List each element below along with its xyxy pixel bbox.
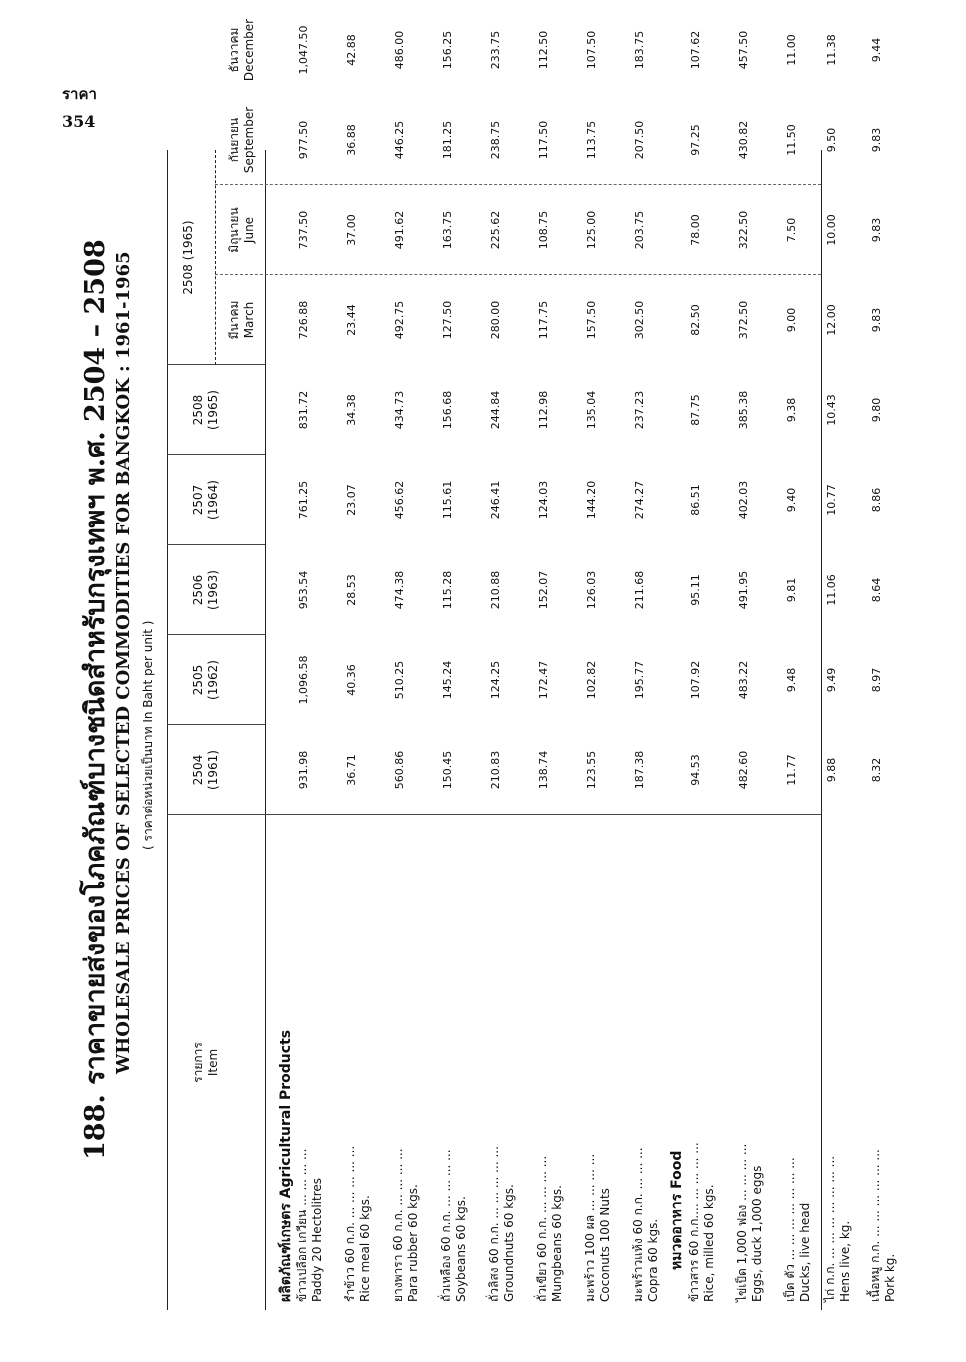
table-cell: 207.50 xyxy=(633,120,646,160)
row-label xyxy=(868,1149,898,1302)
table-cell: 113.75 xyxy=(585,120,598,160)
row-label-english: Ducks, live head xyxy=(798,1202,812,1302)
table-cell: 322.50 xyxy=(737,210,750,250)
table-cell: 953.54 xyxy=(297,570,310,610)
table-cell: 9.00 xyxy=(785,307,798,333)
table-cell: 225.62 xyxy=(489,210,502,250)
group-label-food: หมวดอาหาร Food xyxy=(669,1150,685,1270)
table-cell: 560.86 xyxy=(393,750,406,790)
table-cell: 244.84 xyxy=(489,390,502,430)
table-cell: 23.44 xyxy=(345,304,358,336)
table-cell: 150.45 xyxy=(441,750,454,790)
table-cell: 135.04 xyxy=(585,390,598,430)
row-label xyxy=(583,1154,613,1302)
table-cell: 9.49 xyxy=(825,667,838,693)
month-header-june: มิถุนายน June xyxy=(227,207,256,253)
row-label-english: Copra 60 kgs. xyxy=(646,1218,660,1302)
table-cell: 482.60 xyxy=(737,750,750,790)
table-cell: 8.32 xyxy=(870,757,883,783)
table-cell: 37.00 xyxy=(345,214,358,246)
table-cell: 9.38 xyxy=(785,397,798,423)
table-cell: 183.75 xyxy=(633,30,646,70)
row-label xyxy=(439,1149,469,1302)
row-label-english: Groundnuts 60 kgs. xyxy=(502,1184,516,1302)
row-label-thai: ข้าวสาร 60 ก.ก.... ... ... ... ... xyxy=(687,1142,701,1302)
group-label-agricultural: ผลิตภัณฑ์เกษตร Agricultural Products xyxy=(278,1029,294,1302)
table-cell: 7.50 xyxy=(785,217,798,243)
row-label-thai: ถั่วเหลือง 60 ก.ก. ... ... ... ... xyxy=(439,1149,453,1302)
table-cell: 10.00 xyxy=(825,214,838,246)
table-cell: 115.28 xyxy=(441,570,454,610)
row-label-english: Hens live, kg. xyxy=(838,1220,852,1302)
table-cell: 492.75 xyxy=(393,300,406,340)
table-cell: 8.64 xyxy=(870,577,883,603)
rotated-table-page xyxy=(63,18,897,1310)
table-cell: 474.38 xyxy=(393,570,406,610)
row-label xyxy=(783,1157,813,1302)
table-cell: 172.47 xyxy=(537,660,550,700)
table-title-thai: 188. ราคาขายส่งของโภคภัณฑ์บางชนิดสำหรับกรุงเทพฯ พ.ศ. 2504 – 2508 xyxy=(80,239,111,1160)
table-cell: 210.83 xyxy=(489,750,502,790)
table-cell: 11.38 xyxy=(825,34,838,66)
table-cell: 124.03 xyxy=(537,480,550,520)
table-cell: 211.68 xyxy=(633,570,646,610)
table-cell: 761.25 xyxy=(297,480,310,520)
table-cell: 434.73 xyxy=(393,390,406,430)
item-column-header: รายการ Item xyxy=(191,1042,220,1083)
row-label xyxy=(823,1156,853,1302)
table-cell: 237.23 xyxy=(633,390,646,430)
table-cell: 9.81 xyxy=(785,577,798,603)
table-cell: 36.71 xyxy=(345,754,358,786)
table-title-english: WHOLESALE PRICES OF SELECTED COMMODITIES FOR BANGKOK : 1961-1965 xyxy=(113,251,134,1074)
table-cell: 108.75 xyxy=(537,210,550,250)
table-cell: 94.53 xyxy=(689,754,702,786)
table-cell: 23.07 xyxy=(345,484,358,516)
row-label-thai: มะพร้าว 100 ผล ... ... ... ... xyxy=(583,1153,597,1302)
year-header-1961: 2504 (1961) xyxy=(191,750,220,790)
row-label-thai: ข้าวเปลือก เกวียน ... ... ... ... xyxy=(295,1148,309,1302)
year-header-1964: 2507 (1964) xyxy=(191,480,220,520)
table-cell: 107.62 xyxy=(689,30,702,70)
table-cell: 446.25 xyxy=(393,120,406,160)
table-cell: 144.20 xyxy=(585,480,598,520)
group-header-1965: 2508 (1965) xyxy=(181,220,195,295)
table-cell: 12.00 xyxy=(825,304,838,336)
table-cell: 138.74 xyxy=(537,750,550,790)
table-cell: 274.27 xyxy=(633,480,646,520)
table-cell: 726.88 xyxy=(297,300,310,340)
table-cell: 9.88 xyxy=(825,757,838,783)
table-cell: 9.48 xyxy=(785,667,798,693)
row-label-thai: ยางพารา 60 ก.ก. ... ... ... ... xyxy=(391,1148,405,1302)
year-header-1962: 2505 (1962) xyxy=(191,660,220,700)
table-cell: 95.11 xyxy=(689,574,702,606)
table-cell: 157.50 xyxy=(585,300,598,340)
row-label-english: Rice meal 60 kgs. xyxy=(358,1195,372,1302)
month-header-september: กันยายน September xyxy=(227,106,256,174)
table-cell: 831.72 xyxy=(297,390,310,430)
table-cell: 117.50 xyxy=(537,120,550,160)
year-header-1965: 2508 (1965) xyxy=(191,390,220,430)
row-label-thai: เนื้อหมู ก.ก. ... ... ... ... ... ... xyxy=(868,1149,882,1302)
table-cell: 302.50 xyxy=(633,300,646,340)
table-cell: 510.25 xyxy=(393,660,406,700)
row-label-thai: เป็ด ตัว ... ... ... ... ... ... ... xyxy=(783,1157,797,1302)
row-label xyxy=(735,1144,765,1302)
table-cell: 8.97 xyxy=(870,667,883,693)
table-cell: 977.50 xyxy=(297,120,310,160)
table-cell: 491.62 xyxy=(393,210,406,250)
table-cell: 1,047.50 xyxy=(297,25,310,75)
table-cell: 491.95 xyxy=(737,570,750,610)
table-cell: 457.50 xyxy=(737,30,750,70)
row-label-english: Coconuts 100 Nuts xyxy=(598,1188,612,1302)
table-cell: 737.50 xyxy=(297,210,310,250)
table-cell: 11.50 xyxy=(785,124,798,156)
month-group-rule xyxy=(215,150,216,365)
table-cell: 86.51 xyxy=(689,484,702,516)
table-cell: 127.50 xyxy=(441,300,454,340)
table-cell: 125.00 xyxy=(585,210,598,250)
table-cell: 107.92 xyxy=(689,660,702,700)
table-cell: 117.75 xyxy=(537,300,550,340)
row-label-english: Para rubber 60 kgs. xyxy=(406,1184,420,1302)
row-label xyxy=(343,1146,373,1302)
unit-note: ( ราคาต่อหน่วยเป็นบาท In Baht per unit ) xyxy=(141,620,155,850)
table-cell: 36.88 xyxy=(345,124,358,156)
table-cell: 402.03 xyxy=(737,480,750,520)
table-cell: 87.75 xyxy=(689,394,702,426)
table-cell: 385.38 xyxy=(737,390,750,430)
table-cell: 126.03 xyxy=(585,570,598,610)
running-header-category: ราคา xyxy=(62,85,97,103)
table-cell: 195.77 xyxy=(633,660,646,700)
table-cell: 112.50 xyxy=(537,30,550,70)
table-cell: 145.24 xyxy=(441,660,454,700)
page-number: 354 xyxy=(62,112,96,131)
row-label-english: Paddy 20 Hectolitres xyxy=(310,1177,324,1302)
row-label-english: Pork kg. xyxy=(883,1253,897,1302)
table-cell: 28.53 xyxy=(345,574,358,606)
row-label xyxy=(631,1147,661,1302)
row-label xyxy=(391,1148,421,1302)
table-cell: 124.25 xyxy=(489,660,502,700)
table-cell: 486.00 xyxy=(393,30,406,70)
table-cell: 152.07 xyxy=(537,570,550,610)
table-cell: 181.25 xyxy=(441,120,454,160)
row-label-english: Rice, milled 60 kgs. xyxy=(702,1184,716,1302)
table-cell: 9.40 xyxy=(785,487,798,513)
table-cell: 931.98 xyxy=(297,750,310,790)
table-cell: 9.80 xyxy=(870,397,883,423)
row-label-english: Soybeans 60 kgs. xyxy=(454,1196,468,1302)
table-cell: 430.82 xyxy=(737,120,750,160)
row-label xyxy=(687,1142,717,1302)
table-cell: 10.43 xyxy=(825,394,838,426)
table-top-rule xyxy=(167,150,168,1310)
row-label-thai: ถั่วลิสง 60 ก.ก. ... ... ... ... ... xyxy=(487,1146,501,1302)
row-label-thai: ถั่วเขียว 60 ก.ก. ... ... ... ... xyxy=(535,1155,549,1302)
table-cell: 372.50 xyxy=(737,300,750,340)
table-cell: 107.50 xyxy=(585,30,598,70)
table-cell: 203.75 xyxy=(633,210,646,250)
table-cell: 10.77 xyxy=(825,484,838,516)
table-cell: 123.55 xyxy=(585,750,598,790)
table-cell: 11.06 xyxy=(825,574,838,606)
month-header-december: ธันวาคม December xyxy=(227,18,256,82)
table-cell: 187.38 xyxy=(633,750,646,790)
table-cell: 8.86 xyxy=(870,487,883,513)
row-label-english: Mungbeans 60 kgs. xyxy=(550,1185,564,1302)
table-cell: 246.41 xyxy=(489,480,502,520)
table-cell: 34.38 xyxy=(345,394,358,426)
row-label-thai: รำข้าว 60 ก.ก. ... ... ... ... ... xyxy=(343,1145,357,1302)
table-cell: 9.44 xyxy=(870,37,883,63)
month-header-march: มีนาคม March xyxy=(227,300,256,340)
year-header-1963: 2506 (1963) xyxy=(191,570,220,610)
table-cell: 9.83 xyxy=(870,307,883,333)
table-cell: 156.25 xyxy=(441,30,454,70)
row-label-english: Eggs, duck 1,000 eggs xyxy=(750,1165,764,1302)
table-cell: 9.83 xyxy=(870,127,883,153)
table-cell: 97.25 xyxy=(689,124,702,156)
table-cell: 11.77 xyxy=(785,754,798,786)
table-cell: 11.00 xyxy=(785,34,798,66)
table-cell: 40.36 xyxy=(345,664,358,696)
table-cell: 233.75 xyxy=(489,30,502,70)
table-cell: 42.88 xyxy=(345,34,358,66)
table-cell: 78.00 xyxy=(689,214,702,246)
table-cell: 1,096.58 xyxy=(297,655,310,705)
row-label xyxy=(295,1149,325,1302)
table-cell: 280.00 xyxy=(489,300,502,340)
table-cell: 9.50 xyxy=(825,127,838,153)
row-label-thai: มะพร้าวแห้ง 60 ก.ก. ... ... ... xyxy=(631,1147,645,1302)
table-cell: 9.83 xyxy=(870,217,883,243)
row-label-thai: ไข่เป็ด 1,000 ฟอง ... ... ... ... xyxy=(735,1143,749,1302)
row-label-thai: ไก่ ก.ก. ... ... ... ... ... ... ... xyxy=(823,1155,837,1302)
table-cell: 210.88 xyxy=(489,570,502,610)
table-cell: 102.82 xyxy=(585,660,598,700)
table-cell: 115.61 xyxy=(441,480,454,520)
table-bottom-rule xyxy=(821,150,822,1310)
table-cell: 456.62 xyxy=(393,480,406,520)
table-cell: 483.22 xyxy=(737,660,750,700)
table-cell: 163.75 xyxy=(441,210,454,250)
table-cell: 112.98 xyxy=(537,390,550,430)
table-cell: 82.50 xyxy=(689,304,702,336)
table-cell: 156.68 xyxy=(441,390,454,430)
table-header-rule xyxy=(265,150,266,1310)
row-label xyxy=(487,1146,517,1302)
table-cell: 238.75 xyxy=(489,120,502,160)
row-label xyxy=(535,1156,565,1302)
